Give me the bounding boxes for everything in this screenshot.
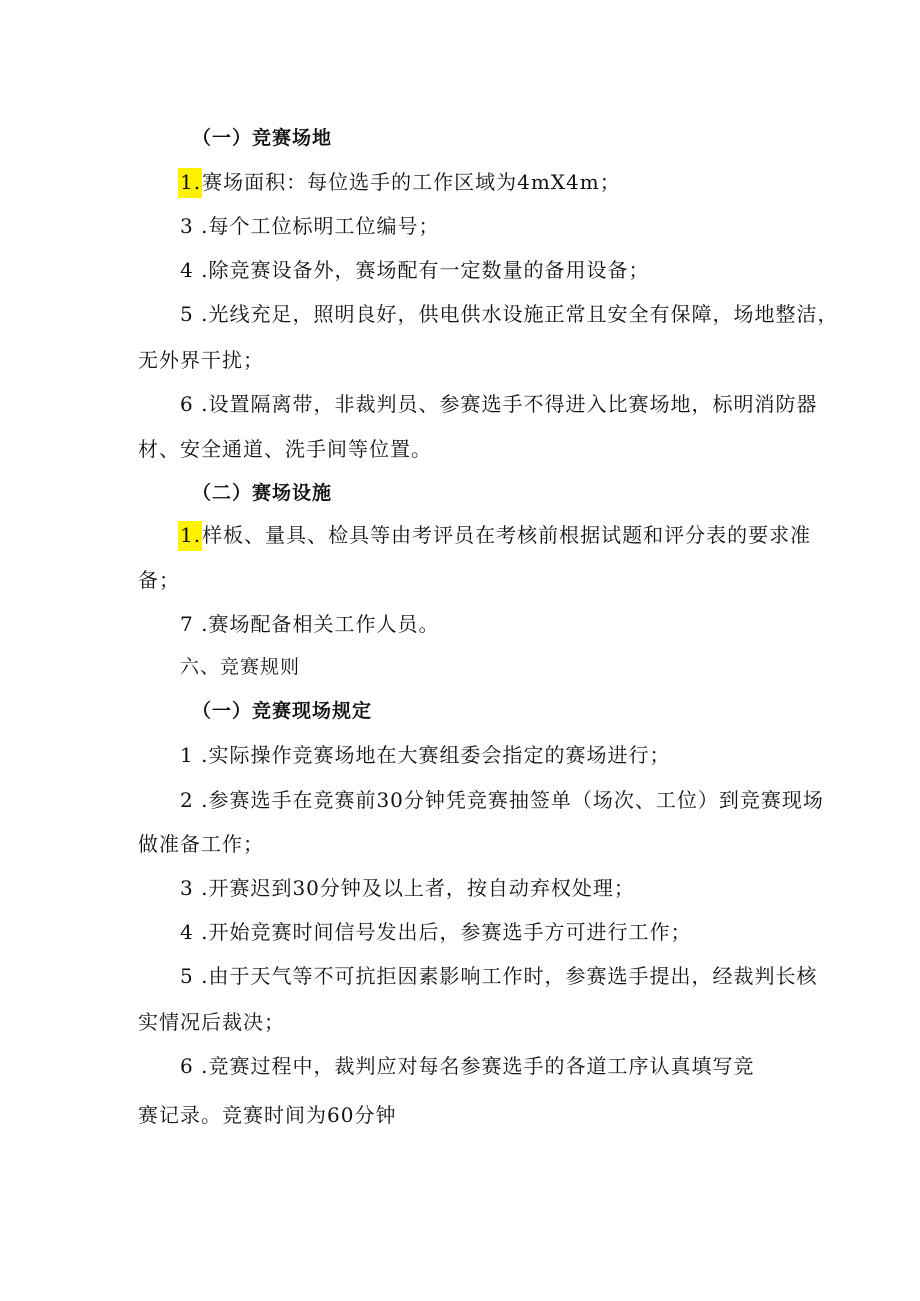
heading-competition-venue: （一）竞赛场地 (192, 127, 333, 149)
item-isolation-zone-cont: 材、安全通道、洗手间等位置。 (138, 437, 432, 461)
item-lighting-cont: 无外界干扰； (138, 348, 264, 372)
rule-judging-process-cont: 赛记录。竞赛时间为60分钟 (138, 1103, 397, 1127)
rule-arrival-time-cont: 做准备工作； (138, 832, 264, 856)
section-competition-rules: 六、竞赛规则 (180, 656, 301, 678)
highlighted-number: 1. (178, 168, 202, 198)
item-staff: 7 .赛场配备相关工作人员。 (180, 612, 440, 636)
item-text: 赛场面积：每位选手的工作区域为4mX4m； (202, 170, 621, 194)
item-spare-equipment: 4 .除竞赛设备外，赛场配有一定数量的备用设备； (180, 258, 650, 282)
highlighted-number: 1. (178, 521, 202, 551)
rule-judging-process: 6 .竞赛过程中，裁判应对每名参赛选手的各道工序认真填写竞 (180, 1054, 755, 1078)
heading-onsite-rules: （一）竞赛现场规定 (192, 700, 373, 722)
rule-force-majeure-cont: 实情况后裁决； (138, 1010, 285, 1034)
rule-start-signal: 4 .开始竞赛时间信号发出后，参赛选手方可进行工作； (180, 920, 692, 944)
item-text: 样板、量具、检具等由考评员在考核前根据试题和评分表的要求准 (202, 523, 812, 547)
rule-arrival-time: 2 .参赛选手在竞赛前30分钟凭竞赛抽签单（场次、工位）到竞赛现场 (180, 788, 824, 812)
item-templates-gauges (178, 523, 811, 547)
rule-venue-location: 1 .实际操作竞赛场地在大赛组委会指定的赛场进行； (180, 743, 671, 767)
item-lighting: 5 .光线充足，照明良好，供电供水设施正常且安全有保障，场地整洁， (180, 302, 839, 326)
rule-late-arrival: 3 .开赛迟到30分钟及以上者，按自动弃权处理； (180, 876, 635, 900)
rule-force-majeure: 5 .由于天气等不可抗拒因素影响工作时，参赛选手提出，经裁判长核 (180, 964, 818, 988)
item-isolation-zone: 6 .设置隔离带，非裁判员、参赛选手不得进入比赛场地，标明消防器 (180, 392, 818, 416)
item-templates-gauges-cont: 备； (138, 568, 180, 592)
item-venue-area (178, 170, 621, 194)
heading-venue-facilities: （二）赛场设施 (192, 482, 333, 504)
item-station-numbering: 3 .每个工位标明工位编号； (180, 214, 440, 238)
